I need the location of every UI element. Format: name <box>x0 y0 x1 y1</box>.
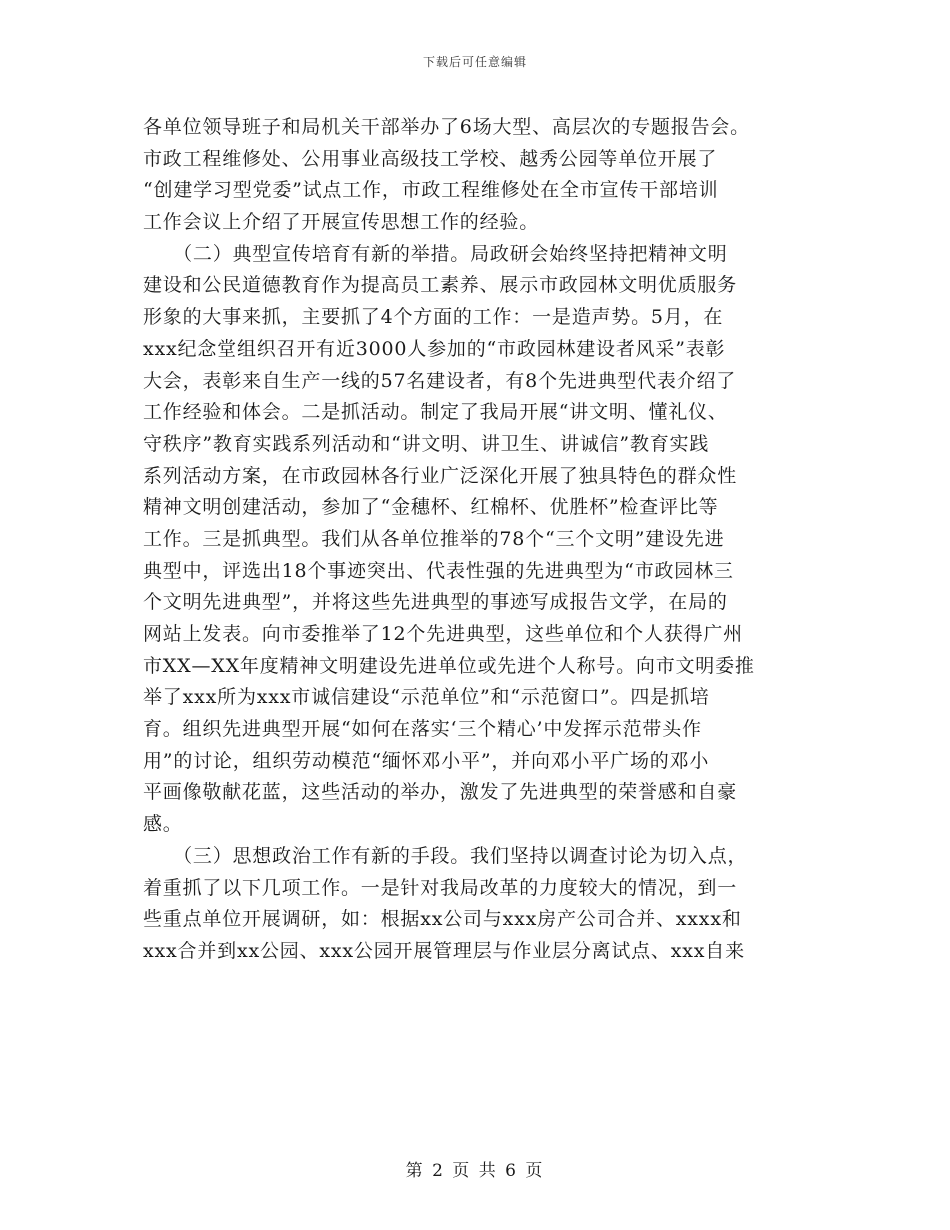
text-line: 平画像敬献花蓝，这些活动的举办，激发了先进典型的荣誉感和自豪 <box>143 781 738 804</box>
text-line: 精神文明创建活动，参加了“金穗杯、红棉杯、优胜杯”检查评比等 <box>143 496 719 519</box>
text-line: 市XX—XX年度精神文明建设先进单位或先进个人称号。向市文明委推 <box>143 654 755 677</box>
text-line: 工作。三是抓典型。我们从各单位推举的78个“三个文明”建设先进 <box>143 527 725 550</box>
document-body <box>143 112 807 968</box>
text-line: 工作会议上介绍了开展宣传思想工作的经验。 <box>143 211 540 234</box>
text-line: “创建学习型党委”试点工作，市政工程维修处在全市宣传干部培训 <box>143 179 719 202</box>
text-line: 系列活动方案，在市政园林各行业广泛深化开展了独具特色的群众性 <box>143 464 738 487</box>
text-line: 个文明先进典型”，并将这些先进典型的事迹写成报告文学，在局的 <box>143 591 728 614</box>
text-line: 守秩序”教育实践系列活动和“讲文明、讲卫生、讲诚信”教育实践 <box>143 432 710 455</box>
text-line: 形象的大事来抓，主要抓了4个方面的工作：一是造声势。5月，在 <box>143 306 724 329</box>
text-line: 建设和公民道德教育作为提高员工素养、展示市政园林文明优质服务 <box>143 274 738 297</box>
text-line: xxx合并到xx公园、xxx公园开展管理层与作业层分离试点、xxx自来 <box>143 939 745 962</box>
text-line: 举了xxx所为xxx市诚信建设“示范单位”和“示范窗口”。四是抓培 <box>143 686 710 709</box>
text-line: 工作经验和体会。二是抓活动。制定了我局开展“讲文明、懂礼仪、 <box>143 401 728 424</box>
text-line: 网站上发表。向市委推举了12个先进典型，这些单位和个人获得广州 <box>143 623 743 645</box>
text-line: 育。组织先进典型开展“如何在落实‘三个精心’中发挥示范带头作 <box>143 718 702 741</box>
page-header: 下载后可任意编辑 <box>422 55 527 69</box>
page-number-footer: 第 2 页 共 6 页 <box>405 1161 545 1181</box>
text-line: 各单位领导班子和局机关干部举办了6场大型、高层次的专题报告会。 <box>143 116 750 138</box>
text-line: 大会，表彰来自生产一线的57名建设者，有8个先进典型代表介绍了 <box>143 369 737 392</box>
text-line: （二）典型宣传培育有新的举措。局政研会始终坚持把精神文明 <box>143 242 728 265</box>
text-line: 典型中，评选出18个事迹突出、代表性强的先进典型为“市政园林三 <box>143 559 734 582</box>
text-line: （三）思想政治工作有新的手段。我们坚持以调查讨论为切入点， <box>143 844 748 867</box>
text-line: 市政工程维修处、公用事业高级技工学校、越秀公园等单位开展了 <box>143 147 718 170</box>
text-line: xxx纪念堂组织召开有近3000人参加的“市政园林建设者风采”表彰 <box>143 337 726 360</box>
text-line: 些重点单位开展调研，如：根据xx公司与xxx房产公司合并、xxxx和 <box>143 908 742 931</box>
text-line: 感。 <box>143 813 183 836</box>
text-line: 着重抓了以下几项工作。一是针对我局改革的力度较大的情况，到一 <box>143 876 738 899</box>
text-line: 用”的讨论，组织劳动模范“缅怀邓小平”，并向邓小平广场的邓小 <box>143 749 710 772</box>
